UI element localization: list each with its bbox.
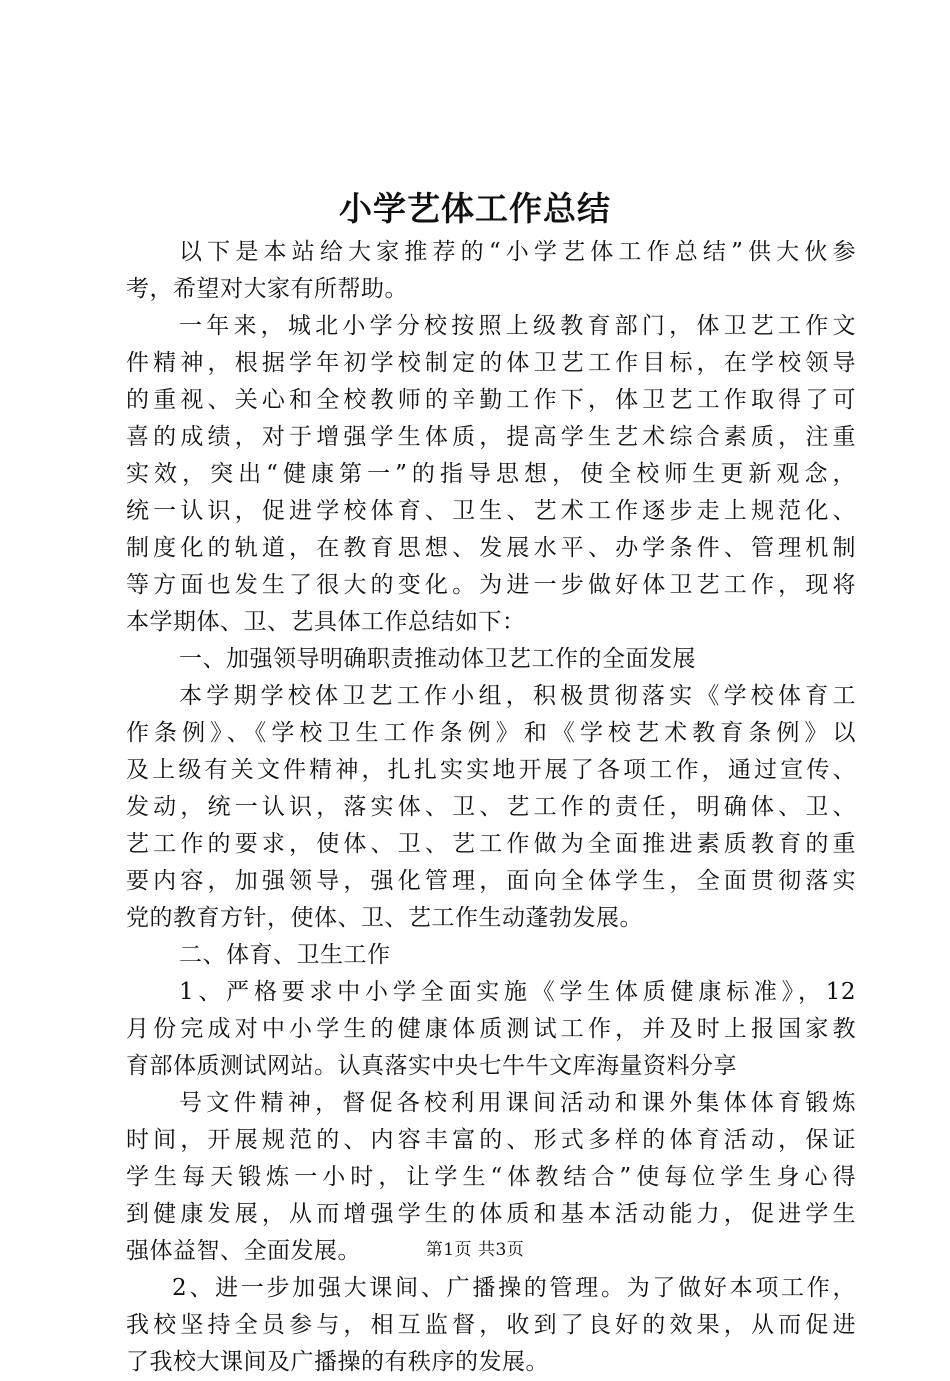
text-line: 考，希望对大家有所帮助。 xyxy=(126,276,408,302)
text-line: 党的教育方针，使体、卫、艺工作生动蓬勃发展。 xyxy=(126,905,643,931)
text-line: 喜的成绩，对于增强学生体质，提高学生艺术综合素质，注重 xyxy=(126,424,856,450)
text-line: 一、加强领导明确职责推动体卫艺工作的全面发展 xyxy=(179,646,696,672)
text-line: 的重视、关心和全校教师的辛勤工作下，体卫艺工作取得了可 xyxy=(126,387,856,413)
text-line: 学生每天锻炼一小时，让学生“体教结合”使每位学生身心得 xyxy=(126,1164,856,1190)
text-line: 发动，统一认识，落实体、卫、艺工作的责任，明确体、卫、 xyxy=(126,794,856,820)
text-line: 本学期体、卫、艺具体工作总结如下： xyxy=(126,609,526,635)
text-line: 了我校大课间及广播操的有秩序的发展。 xyxy=(126,1349,549,1375)
text-line: 1、严格要求中小学全面实施《学生体质健康标准》，12 xyxy=(179,979,856,1005)
text-line: 制度化的轨道，在教育思想、发展水平、办学条件、管理机制 xyxy=(126,535,856,561)
text-line: 作条例》、《学校卫生工作条例》和《学校艺术教育条例》以 xyxy=(126,720,856,746)
text-line: 时间，开展规范的、内容丰富的、形式多样的体育活动，保证 xyxy=(126,1127,856,1153)
text-line: 我校坚持全员参与，相互监督，收到了良好的效果，从而促进 xyxy=(126,1312,856,1338)
page-footer: 第1页 共3页 xyxy=(425,1240,525,1260)
text-line: 等方面也发生了很大的变化。为进一步做好体卫艺工作，现将 xyxy=(126,572,856,598)
text-line: 一年来，城北小学分校按照上级教育部门，体卫艺工作文 xyxy=(179,313,856,339)
text-line: 2、进一步加强大课间、广播操的管理。为了做好本项工作， xyxy=(172,1275,856,1301)
text-line: 号文件精神，督促各校利用课间活动和课外集体体育锻炼 xyxy=(179,1090,856,1116)
text-line: 育部体质测试网站。认真落实中央七牛牛文库海量资料分享 xyxy=(126,1053,737,1079)
text-line: 本学期学校体卫艺工作小组，积极贯彻落实《学校体育工 xyxy=(179,683,856,709)
text-line: 统一认识，促进学校体育、卫生、艺术工作逐步走上规范化、 xyxy=(126,498,856,524)
text-line: 要内容，加强领导，强化管理，面向全体学生，全面贯彻落实 xyxy=(126,868,856,894)
text-line: 及上级有关文件精神，扎扎实实地开展了各项工作，通过宣传、 xyxy=(126,757,856,783)
document-title: 小学艺体工作总结 xyxy=(339,189,611,228)
text-line: 二、体育、卫生工作 xyxy=(179,942,391,968)
text-line: 月份完成对中小学生的健康体质测试工作，并及时上报国家教 xyxy=(126,1016,856,1042)
text-line: 强体益智、全面发展。 xyxy=(126,1238,361,1264)
text-line: 艺工作的要求，使体、卫、艺工作做为全面推进素质教育的重 xyxy=(126,831,856,857)
text-line: 以下是本站给大家推荐的“小学艺体工作总结”供大伙参 xyxy=(179,239,856,265)
text-line: 实效，突出“健康第一”的指导思想，使全校师生更新观念， xyxy=(126,461,856,487)
text-line: 件精神，根据学年初学校制定的体卫艺工作目标，在学校领导 xyxy=(126,350,856,376)
text-line: 到健康发展，从而增强学生的体质和基本活动能力，促进学生 xyxy=(126,1201,856,1227)
document-body xyxy=(126,234,856,1381)
